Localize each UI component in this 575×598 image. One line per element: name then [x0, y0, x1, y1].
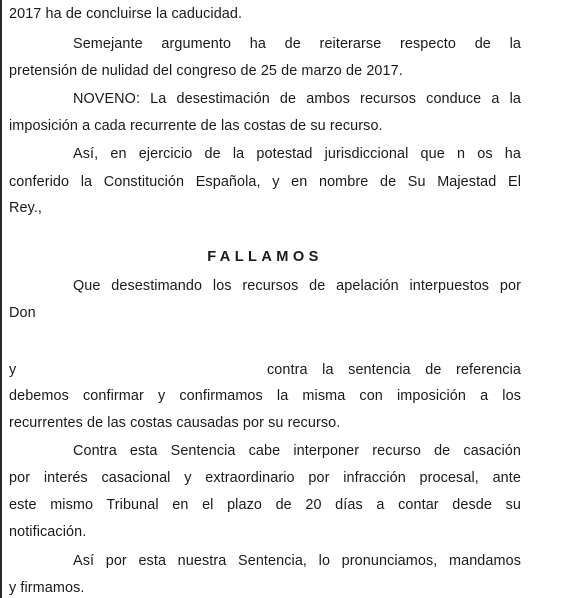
- paragraph-line: Contra esta Sentencia cabe interponer recurso de casación: [73, 443, 521, 459]
- paragraph-line: Así, en ejercicio de la potestad jurisdiccional que n os ha: [73, 146, 521, 162]
- paragraph-line: Don: [9, 305, 36, 321]
- paragraph-line: pretensión de nulidad del congreso de 25 de marzo de 2017.: [9, 63, 403, 79]
- paragraph-line: debemos confirmar y confirmamos la misma con imposición a los: [9, 388, 521, 404]
- line-end-text: contra la sentencia de referencia: [267, 362, 521, 378]
- line-start-text: y: [9, 362, 17, 378]
- left-margin-rule: [0, 0, 2, 598]
- paragraph-line: este mismo Tribunal en el plazo de 20 días a contar desde su: [9, 497, 521, 513]
- paragraph-line: imposición a cada recurrente de las costas de su recurso.: [9, 118, 383, 134]
- paragraph-line: NOVENO: La desestimación de ambos recursos conduce a la: [73, 91, 521, 107]
- paragraph-line: recurrentes de las costas causadas por su recurso.: [9, 415, 341, 431]
- paragraph-line: Así por esta nuestra Sentencia, lo pronunciamos, mandamos: [73, 553, 521, 569]
- paragraph-line: por interés casacional y extraordinario por infracción procesal, ante: [9, 470, 521, 486]
- paragraph-line: 2017 ha de concluirse la caducidad.: [9, 6, 243, 22]
- paragraph-line: Rey.,: [9, 200, 43, 216]
- paragraph-line: Que desestimando los recursos de apelación interpuestos por: [73, 278, 521, 294]
- paragraph-line: Semejante argumento ha de reiterarse respecto de la: [73, 36, 521, 52]
- paragraph-line: notificación.: [9, 524, 87, 540]
- section-heading: FALLAMOS: [207, 249, 323, 265]
- paragraph-line-with-redaction: [9, 360, 521, 380]
- paragraph-line: conferido la Constitución Española, y en nombre de Su Majestad El: [9, 174, 521, 190]
- paragraph-line: y firmamos.: [9, 580, 85, 596]
